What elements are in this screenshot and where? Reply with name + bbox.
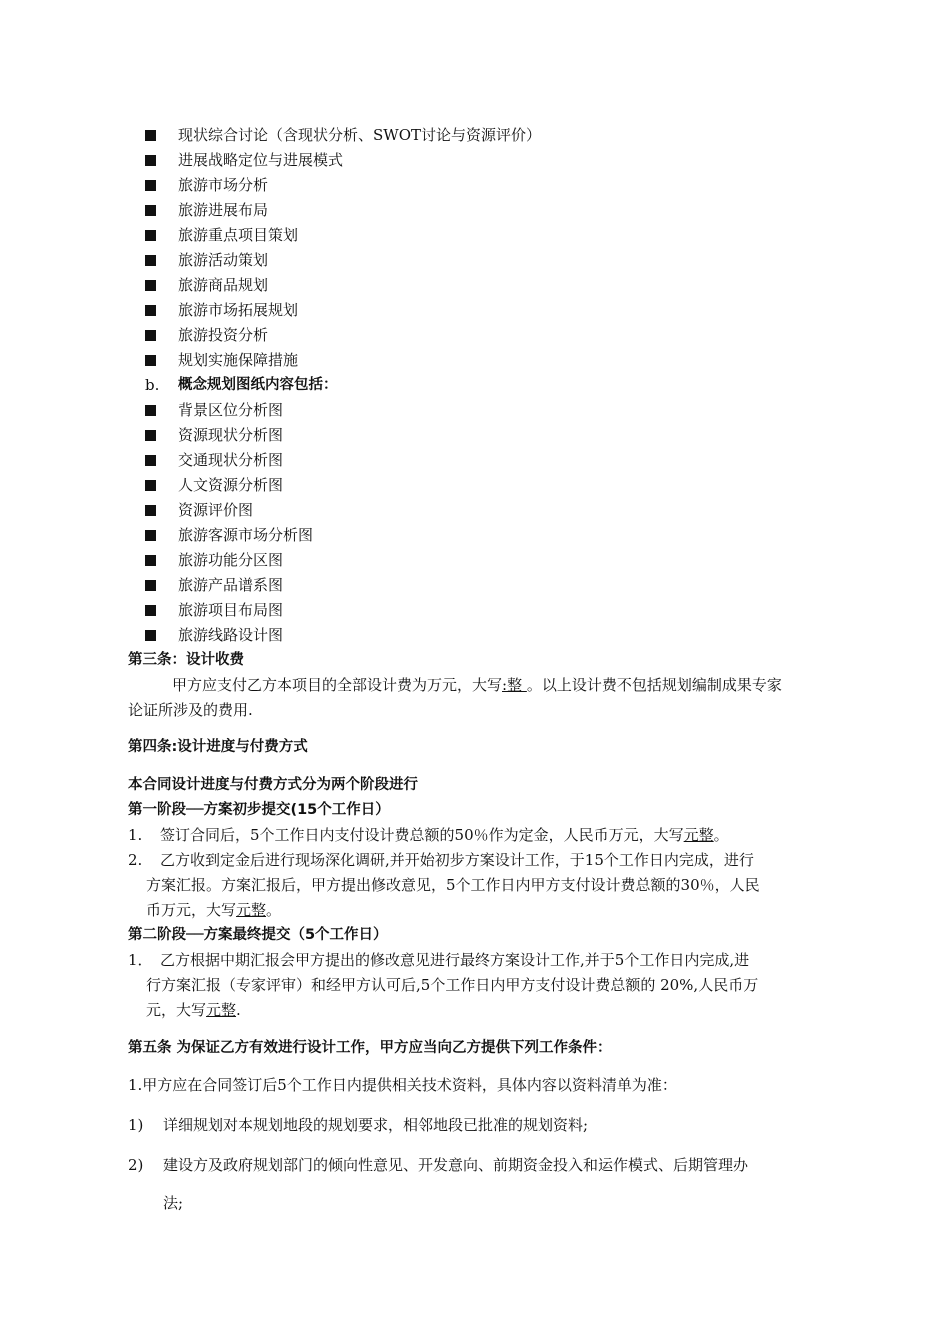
stage-1-item-2-line-3: [146, 900, 281, 920]
stage-2-item-1-line-1: 乙方根据中期汇报会甲方提出的修改意见进行最终方案设计工作,并于5个工作日内完成,进: [160, 951, 750, 969]
list-item: 旅游功能分区图: [178, 551, 284, 569]
bullet-square-icon: [145, 230, 156, 241]
list-item: 旅游重点项目策划: [178, 226, 299, 244]
stage-1-item-2-line-2: 方案汇报。方案汇报后，甲方提出修改意见，5个工作日内甲方支付设计费总额的30％，人民: [146, 876, 760, 894]
stage-1-item-1-number: 1.: [128, 826, 143, 844]
stage-1-item-1: [160, 825, 729, 845]
stage-2-item-1-number: 1．: [128, 951, 153, 969]
underlined-amount: :整: [502, 676, 527, 694]
bullet-square-icon: [145, 155, 156, 166]
text-run: 甲方应支付乙方本项目的全部设计费为万元，大写: [172, 676, 503, 694]
article-4-heading: 第四条:设计进度与付费方式: [128, 739, 308, 755]
text-run: .: [236, 1001, 241, 1019]
stage-2-heading: 第二阶段──方案最终提交（5个工作日）: [128, 927, 388, 943]
list-item: 旅游客源市场分析图: [178, 526, 314, 544]
condition-1-text: 详细规划对本规划地段的规划要求，相邻地段已批准的规划资料;: [163, 1116, 589, 1134]
bullet-square-icon: [145, 455, 156, 466]
condition-1-number: 1): [128, 1116, 144, 1134]
bullet-square-icon: [145, 605, 156, 616]
underlined-amount: 元整: [206, 1001, 237, 1019]
text-run: 。以上设计费不包括规划编制成果专家: [526, 676, 782, 694]
article-4-intro: 本合同设计进度与付费方式分为两个阶段进行: [128, 777, 418, 793]
list-item: 资源评价图: [178, 501, 254, 519]
list-item: 资源现状分析图: [178, 426, 284, 444]
text-run: 。: [266, 901, 282, 919]
stage-2-item-1-line-3: [146, 1000, 241, 1020]
text-run: 。: [713, 826, 729, 844]
stage-1-item-2-line-1: 乙方收到定金后进行现场深化调研,并开始初步方案设计工作，于15个工作日内完成，进行: [160, 851, 754, 869]
text-run: 币万元，大写: [146, 901, 237, 919]
stage-1-heading: 第一阶段──方案初步提交(15个工作日）: [128, 802, 390, 818]
article-3-heading: 第三条：设计收费: [128, 652, 244, 668]
stage-1-item-2-number: 2.: [128, 851, 143, 869]
bullet-square-icon: [145, 180, 156, 191]
text-run: 元，大写: [146, 1001, 207, 1019]
article-5-paragraph: 1.甲方应在合同签订后5个工作日内提供相关技术资料，具体内容以资料清单为准：: [128, 1076, 677, 1094]
list-item: 旅游进展布局: [178, 201, 269, 219]
bullet-square-icon: [145, 430, 156, 441]
article-5-heading: 第五条 为保证乙方有效进行设计工作，甲方应当向乙方提供下列工作条件：: [128, 1040, 612, 1056]
bullet-square-icon: [145, 355, 156, 366]
condition-2-line-2: 法;: [163, 1194, 184, 1212]
list-item: 进展战略定位与进展模式: [178, 151, 344, 169]
article-3-paragraph-line-2: 论证所涉及的费用.: [128, 701, 253, 719]
bullet-square-icon: [145, 255, 156, 266]
list-item: 旅游商品规划: [178, 276, 269, 294]
bullet-square-icon: [145, 305, 156, 316]
underlined-amount: 元整: [236, 901, 267, 919]
drawings-marker: b.: [145, 376, 160, 394]
list-item: 旅游项目布局图: [178, 601, 284, 619]
article-3-paragraph-line-1: [172, 675, 782, 695]
list-item: 背景区位分析图: [178, 401, 284, 419]
condition-2-number: 2): [128, 1156, 144, 1174]
list-item: 交通现状分析图: [178, 451, 284, 469]
drawings-heading: 概念规划图纸内容包括：: [178, 377, 338, 393]
bullet-square-icon: [145, 580, 156, 591]
bullet-square-icon: [145, 630, 156, 641]
list-item: 旅游产品谱系图: [178, 576, 284, 594]
list-item: 旅游投资分析: [178, 326, 269, 344]
bullet-square-icon: [145, 555, 156, 566]
text-run: 签订合同后，5个工作日内支付设计费总额的50％作为定金，人民币万元，大写: [160, 826, 684, 844]
list-item: 旅游线路设计图: [178, 626, 284, 644]
underlined-amount: 元整: [683, 826, 714, 844]
list-item: 旅游市场分析: [178, 176, 269, 194]
list-item: 现状综合讨论（含现状分析、SWOT讨论与资源评价）: [178, 126, 541, 144]
bullet-square-icon: [145, 330, 156, 341]
list-item: 人文资源分析图: [178, 476, 284, 494]
stage-2-item-1-line-2: 行方案汇报（专家评审）和经甲方认可后,5个工作日内甲方支付设计费总额的 20%,人民币万: [146, 976, 759, 994]
bullet-square-icon: [145, 130, 156, 141]
list-item: 旅游活动策划: [178, 251, 269, 269]
list-item: 规划实施保障措施: [178, 351, 299, 369]
condition-2-line-1: 建设方及政府规划部门的倾向性意见、开发意向、前期资金投入和运作模式、后期管理办: [163, 1156, 749, 1174]
bullet-square-icon: [145, 530, 156, 541]
bullet-square-icon: [145, 480, 156, 491]
bullet-square-icon: [145, 405, 156, 416]
bullet-square-icon: [145, 505, 156, 516]
bullet-square-icon: [145, 280, 156, 291]
bullet-square-icon: [145, 205, 156, 216]
list-item: 旅游市场拓展规划: [178, 301, 299, 319]
